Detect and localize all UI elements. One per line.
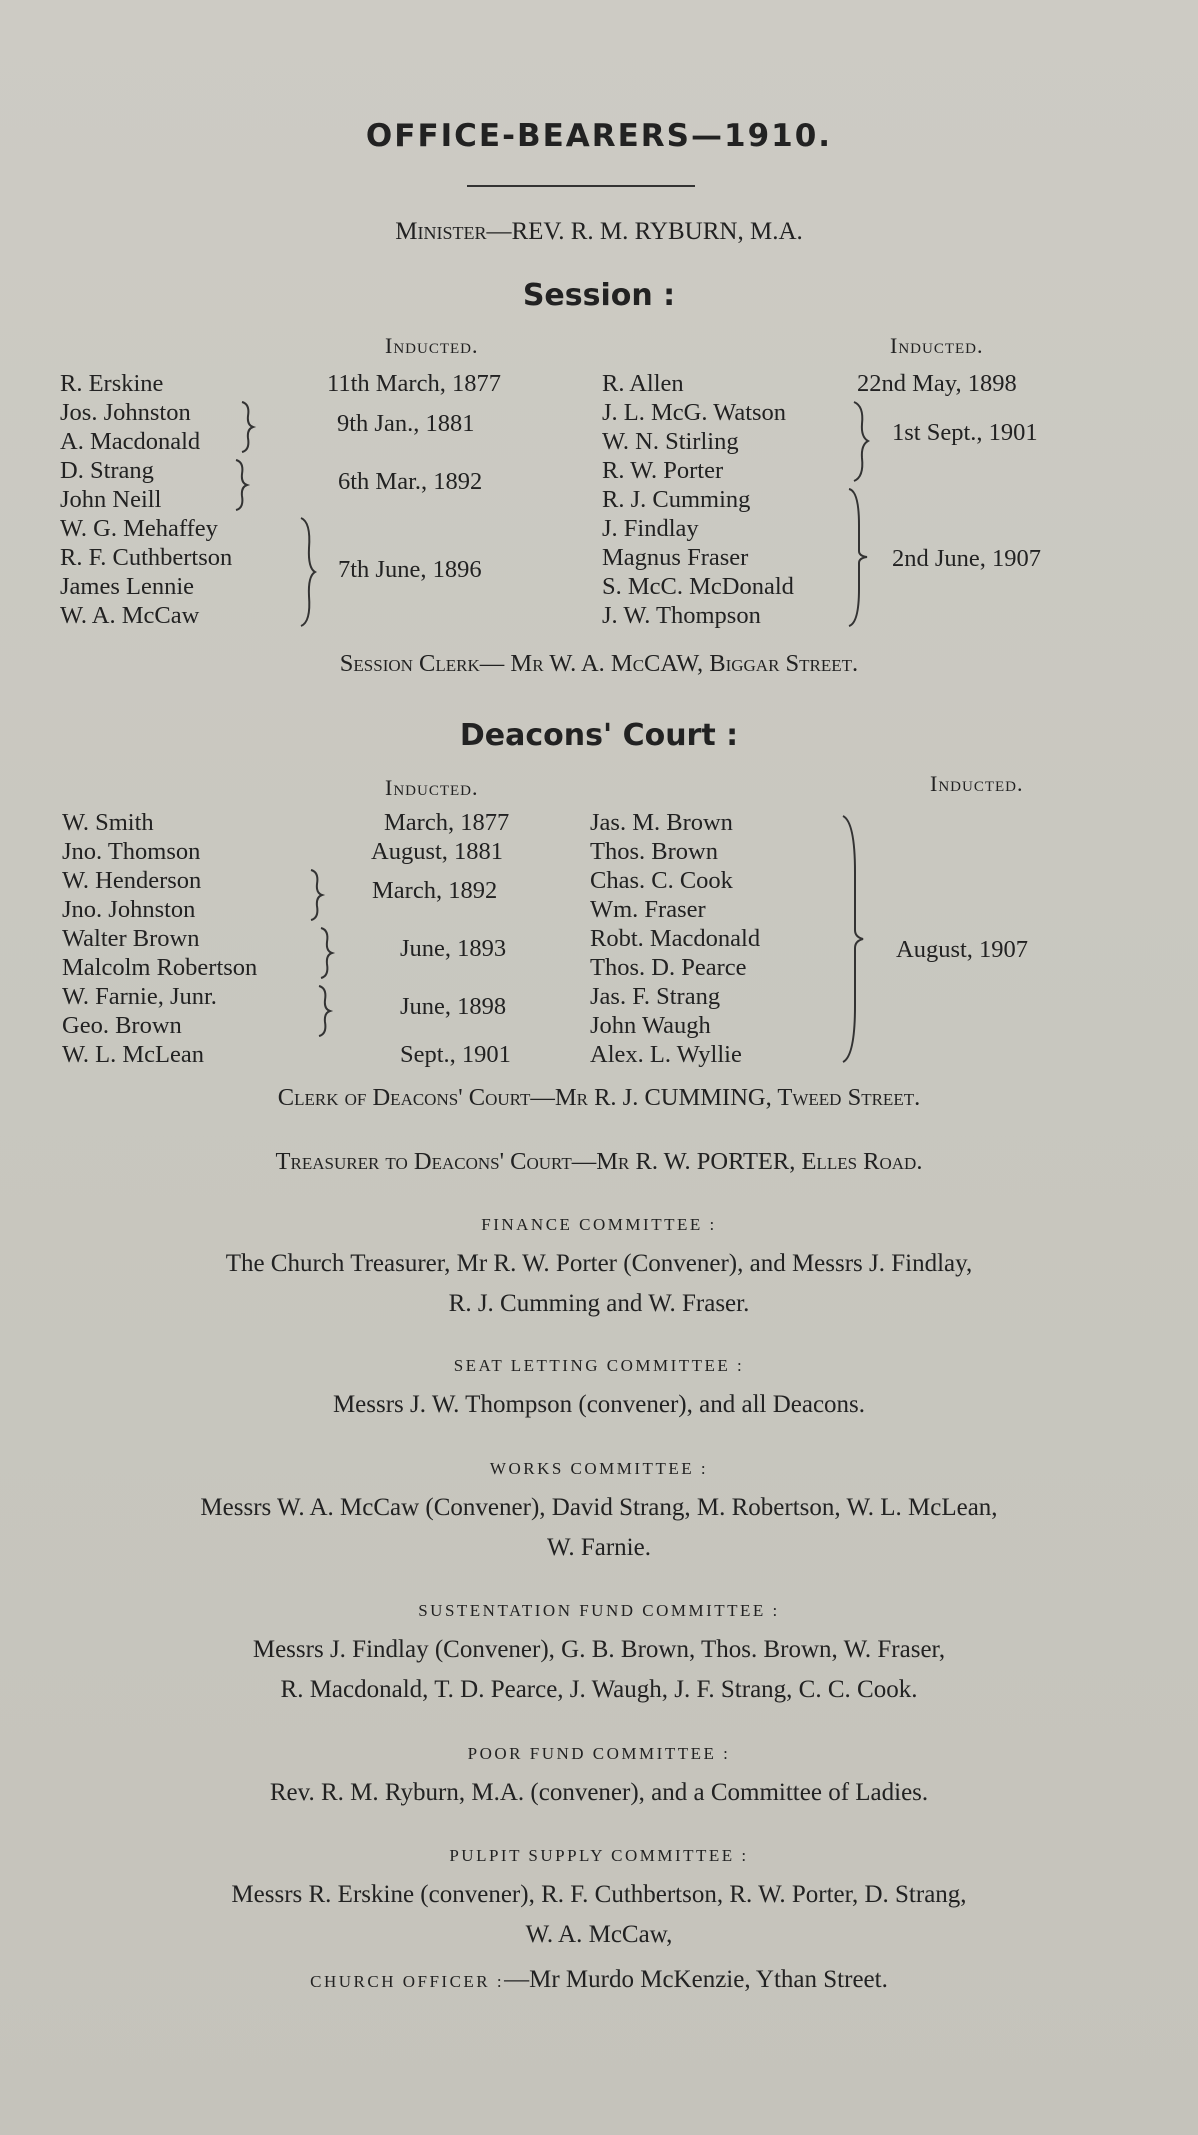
committee-line: R. Macdonald, T. D. Pearce, J. Waugh, J. F. Strang, C. C. Cook. (280, 1676, 918, 1703)
session-right-names (602, 369, 794, 630)
committee-line: Messrs J. W. Thompson (convener), and all Deacons. (332, 1391, 866, 1418)
seat-letting-committee-members (0, 1385, 1198, 1425)
brace-icon (238, 398, 258, 456)
works-committee-members (0, 1488, 1198, 1568)
session-date: 7th June, 1896 (338, 556, 482, 583)
deacon-name: Wm. Fraser (590, 896, 706, 923)
committee-line: W. A. McCaw, (525, 1921, 673, 1948)
session-member-name: D. Strang (60, 457, 154, 484)
session-member-name: James Lennie (60, 573, 195, 600)
deacon-date: March, 1892 (372, 877, 498, 904)
deacon-name: Malcolm Robertson (62, 954, 258, 981)
deacon-name: W. L. McLean (62, 1041, 204, 1068)
session-member-name: W. N. Stirling (602, 428, 739, 455)
deacon-name: Geo. Brown (62, 1012, 182, 1039)
page-title: OFFICE-BEARERS—1910. (365, 118, 833, 154)
sustentation-fund-committee-heading: SUSTENTATION FUND COMMITTEE : (418, 1601, 780, 1620)
session-member-name: A. Macdonald (60, 428, 201, 455)
session-inducted-right: Inducted. (890, 333, 984, 358)
session-date: 2nd June, 1907 (892, 545, 1042, 572)
session-heading: Session : (522, 278, 676, 313)
session-member-name: R. Allen (602, 370, 684, 397)
deacon-name: Chas. C. Cook (590, 867, 733, 894)
brace-icon (840, 812, 866, 1066)
session-member-name: J. W. Thompson (602, 602, 761, 629)
session-date: 22nd May, 1898 (857, 370, 1017, 397)
church-officer-name: —Mr Murdo McKenzie, Ythan Street. (504, 1966, 888, 1993)
brace-icon (307, 866, 327, 924)
poor-fund-committee-members (0, 1773, 1198, 1813)
brace-icon (850, 398, 872, 485)
session-member-name: W. G. Mehaffey (60, 515, 218, 542)
deacon-name: Walter Brown (62, 925, 200, 952)
deacons-right-names (590, 808, 760, 1069)
deacon-name: Alex. L. Wyllie (590, 1041, 742, 1068)
brace-icon (317, 924, 337, 982)
deacon-name: W. Smith (62, 809, 154, 836)
session-clerk: Session Clerk— Mr W. A. McCAW, Biggar Street. (339, 650, 859, 677)
deacon-name: W. Farnie, Junr. (62, 983, 217, 1010)
poor-fund-committee-heading: POOR FUND COMMITTEE : (467, 1744, 731, 1763)
session-date: 11th March, 1877 (327, 370, 501, 397)
committee-line: Messrs W. A. McCaw (Convener), David Strang, M. Robertson, W. L. McLean, (200, 1494, 998, 1521)
finance-committee-heading: FINANCE COMMITTEE : (481, 1215, 717, 1234)
deacons-left-names (62, 808, 257, 1069)
deacons-heading: Deacons' Court : (459, 718, 739, 753)
deacon-date: March, 1877 (384, 809, 510, 836)
brace-icon (297, 514, 319, 630)
deacon-name: Robt. Macdonald (590, 925, 761, 952)
deacon-name: Thos. D. Pearce (590, 954, 747, 981)
church-officer-label: CHURCH OFFICER : (310, 1972, 505, 1991)
session-date: 1st Sept., 1901 (892, 419, 1038, 446)
finance-committee-members (0, 1244, 1198, 1324)
deacon-name: Jas. F. Strang (590, 983, 721, 1010)
deacons-inducted-right: Inducted. (930, 771, 1024, 796)
committee-line: R. J. Cumming and W. Fraser. (448, 1290, 750, 1317)
committee-line: Messrs J. Findlay (Convener), G. B. Brown, Thos. Brown, W. Fraser, (252, 1636, 946, 1663)
deacon-date: August, 1907 (896, 936, 1029, 963)
committee-line: Messrs R. Erskine (convener), R. F. Cuthbertson, R. W. Porter, D. Strang, (231, 1881, 967, 1908)
session-inducted-left: Inducted. (385, 333, 479, 358)
deacon-date: June, 1893 (400, 935, 507, 962)
session-member-name: J. L. McG. Watson (602, 399, 787, 426)
session-member-name: Jos. Johnston (60, 399, 191, 426)
session-member-name: W. A. McCaw (60, 602, 200, 629)
title-rule (467, 185, 695, 187)
minister-line: Minister—REV. R. M. RYBURN, M.A. (395, 218, 803, 245)
session-member-name: J. Findlay (602, 515, 699, 542)
deacons-inducted-left: Inducted. (385, 775, 479, 800)
works-committee-heading: WORKS COMMITTEE : (489, 1459, 709, 1478)
committee-line: W. Farnie. (547, 1534, 651, 1561)
sustentation-fund-committee-members (0, 1630, 1198, 1710)
deacon-date: June, 1898 (400, 993, 507, 1020)
deacon-name: Jas. M. Brown (590, 809, 733, 836)
deacons-clerk: Clerk of Deacons' Court—Mr R. J. CUMMING, Tweed Street. (277, 1084, 921, 1111)
church-officer-line (0, 1966, 1198, 1994)
session-member-name: Magnus Fraser (602, 544, 749, 571)
committee-line: Rev. R. M. Ryburn, M.A. (convener), and a Committee of Ladies. (269, 1779, 929, 1806)
deacon-name: John Waugh (590, 1012, 711, 1039)
session-date: 6th Mar., 1892 (338, 468, 483, 495)
session-member-name: S. McC. McDonald (602, 573, 794, 600)
brace-icon (232, 456, 252, 514)
brace-icon (846, 485, 870, 630)
pulpit-supply-committee-members (0, 1875, 1198, 1955)
seat-letting-committee-heading: SEAT LETTING COMMITTEE : (453, 1356, 745, 1375)
session-date: 9th Jan., 1881 (337, 410, 475, 437)
deacon-name: Thos. Brown (590, 838, 718, 865)
deacons-treasurer: Treasurer to Deacons' Court—Mr R. W. PORTER, Elles Road. (275, 1148, 923, 1175)
brace-icon (315, 982, 335, 1040)
deacon-date: August, 1881 (371, 838, 504, 865)
committee-line: The Church Treasurer, Mr R. W. Porter (Convener), and Messrs J. Findlay, (225, 1250, 973, 1277)
deacon-name: W. Henderson (62, 867, 202, 894)
session-member-name: R. W. Porter (602, 457, 724, 484)
deacon-date: Sept., 1901 (400, 1041, 511, 1068)
pulpit-supply-committee-heading: PULPIT SUPPLY COMMITTEE : (449, 1846, 749, 1865)
session-member-name: R. Erskine (60, 370, 164, 397)
deacon-name: Jno. Thomson (62, 838, 201, 865)
session-member-name: John Neill (60, 486, 162, 513)
session-member-name: R. F. Cuthbertson (60, 544, 233, 571)
session-member-name: R. J. Cumming (602, 486, 751, 513)
deacon-name: Jno. Johnston (62, 896, 196, 923)
session-left-names (60, 369, 232, 630)
